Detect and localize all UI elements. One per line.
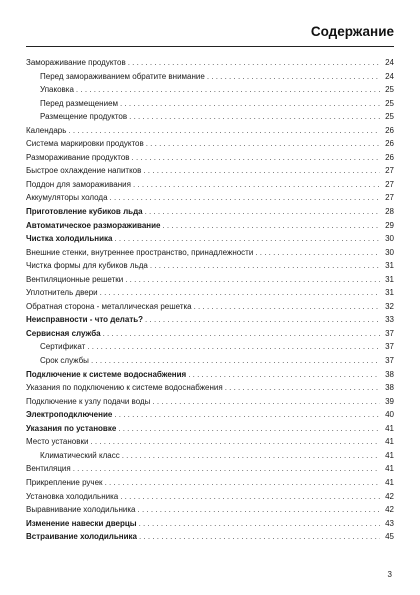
toc-entry-page: 39 [385, 396, 394, 406]
toc-entry [26, 517, 394, 531]
dot-leader [120, 490, 380, 504]
toc-entry [26, 408, 394, 422]
toc-entry [26, 97, 394, 111]
toc-entry [26, 354, 394, 368]
toc-entry-label: Поддон для замораживания [26, 179, 131, 189]
toc-entry [26, 56, 394, 70]
dot-leader [132, 151, 380, 165]
toc-entry-label: Сертификат [40, 342, 86, 352]
table-of-contents [26, 56, 394, 544]
toc-entry-page: 27 [385, 166, 394, 176]
title-divider [26, 46, 394, 47]
toc-entry-page: 26 [385, 125, 394, 135]
dot-leader [125, 273, 380, 287]
toc-entry-label: Неисправности - что делать? [26, 315, 144, 325]
dot-leader [188, 368, 380, 382]
toc-entry-label: Встраивание холодильника [26, 532, 137, 542]
toc-entry-label: Срок службы [40, 356, 89, 366]
dot-leader [68, 124, 380, 138]
toc-entry-label: Чистка формы для кубиков льда [26, 261, 148, 271]
dot-leader [152, 395, 380, 409]
dot-leader [105, 476, 380, 490]
toc-entry-page: 26 [385, 139, 394, 149]
toc-entry-label: Календарь [26, 125, 67, 135]
dot-leader [207, 70, 380, 84]
toc-entry-label: Приготовление кубиков льда [26, 207, 143, 217]
toc-entry-label: Вентиляция [26, 464, 71, 474]
toc-entry-page: 37 [385, 342, 394, 352]
toc-entry [26, 300, 394, 314]
dot-leader [87, 340, 380, 354]
page-title: Содержание [310, 24, 394, 39]
toc-entry [26, 273, 394, 287]
toc-entry [26, 422, 394, 436]
toc-entry-page: 27 [385, 179, 394, 189]
toc-entry-label: Автоматическое размораживание [26, 220, 161, 230]
dot-leader [90, 435, 380, 449]
toc-entry-label: Подключение к узлу подачи воды [26, 396, 151, 406]
dot-leader [138, 503, 381, 517]
toc-entry-label: Сервисная служба [26, 328, 101, 338]
toc-entry [26, 83, 394, 97]
toc-entry-label: Изменение навески дверцы [26, 518, 137, 528]
toc-entry [26, 286, 394, 300]
toc-entry-label: Место установки [26, 437, 89, 447]
toc-entry [26, 313, 394, 327]
toc-entry-page: 43 [385, 518, 394, 528]
toc-entry-page: 30 [385, 234, 394, 244]
toc-entry [26, 70, 394, 84]
toc-entry [26, 462, 394, 476]
dot-leader [150, 259, 380, 273]
toc-entry [26, 381, 394, 395]
dot-leader [146, 137, 380, 151]
toc-entry [26, 340, 394, 354]
toc-entry-page: 37 [385, 328, 394, 338]
toc-entry-label: Система маркировки продуктов [26, 139, 144, 149]
toc-entry-page: 42 [385, 491, 394, 501]
page-number: 3 [387, 570, 392, 579]
dot-leader [133, 178, 380, 192]
toc-entry-page: 38 [385, 383, 394, 393]
toc-entry [26, 151, 394, 165]
toc-entry [26, 191, 394, 205]
toc-entry-page: 30 [385, 247, 394, 257]
dot-leader [139, 530, 380, 544]
toc-entry-label: Уплотнитель двери [26, 288, 98, 298]
toc-entry-page: 41 [385, 477, 394, 487]
dot-leader [122, 449, 380, 463]
toc-entry-label: Подключение к системе водоснабжения [26, 369, 187, 379]
dot-leader [114, 232, 380, 246]
toc-entry-label: Выравнивание холодильника [26, 505, 136, 515]
toc-entry-page: 38 [385, 369, 394, 379]
toc-entry-page: 29 [385, 220, 394, 230]
toc-entry-label: Электроподключение [26, 410, 113, 420]
toc-entry [26, 368, 394, 382]
toc-entry-label: Упаковка [40, 85, 74, 95]
toc-entry [26, 124, 394, 138]
toc-entry-page: 41 [385, 464, 394, 474]
dot-leader [100, 286, 380, 300]
toc-entry-page: 25 [385, 112, 394, 122]
dot-leader [225, 381, 380, 395]
toc-entry-page: 41 [385, 450, 394, 460]
toc-entry [26, 435, 394, 449]
toc-entry-label: Перед размещением [40, 98, 119, 108]
dot-leader [91, 354, 380, 368]
toc-entry-label: Перед замораживанием обратите внимание [40, 71, 205, 81]
dot-leader [110, 191, 380, 205]
dot-leader [114, 408, 380, 422]
dot-leader [118, 422, 380, 436]
toc-entry [26, 246, 394, 260]
toc-entry [26, 137, 394, 151]
toc-entry [26, 110, 394, 124]
toc-entry [26, 327, 394, 341]
toc-entry-page: 25 [385, 85, 394, 95]
toc-entry [26, 178, 394, 192]
toc-entry [26, 490, 394, 504]
toc-entry-label: Быстрое охлаждение напитков [26, 166, 142, 176]
toc-entry-page: 41 [385, 423, 394, 433]
toc-entry [26, 476, 394, 490]
toc-entry-label: Указания по подключению к системе водоснабжения [26, 383, 223, 393]
toc-entry-page: 32 [385, 301, 394, 311]
toc-entry-page: 24 [385, 71, 394, 81]
toc-entry-label: Климатический класс [40, 450, 120, 460]
toc-entry-label: Аккумуляторы холода [26, 193, 108, 203]
toc-entry [26, 259, 394, 273]
toc-entry-page: 41 [385, 437, 394, 447]
toc-entry-page: 40 [385, 410, 394, 420]
toc-entry [26, 219, 394, 233]
dot-leader [128, 56, 380, 70]
toc-entry-page: 25 [385, 98, 394, 108]
toc-entry [26, 503, 394, 517]
toc-entry-page: 31 [385, 261, 394, 271]
toc-entry-label: Прикрепление ручек [26, 477, 103, 487]
dot-leader [120, 97, 380, 111]
toc-entry-page: 31 [385, 288, 394, 298]
toc-entry-label: Замораживание продуктов [26, 58, 126, 67]
toc-entry-page: 33 [385, 315, 394, 325]
dot-leader [143, 164, 380, 178]
dot-leader [129, 110, 380, 124]
toc-entry [26, 395, 394, 409]
toc-entry-label: Указания по установке [26, 423, 117, 433]
toc-entry-label: Размещение продуктов [40, 112, 128, 122]
toc-entry-label: Внешние стенки, внутреннее пространство, принадлежности [26, 247, 254, 257]
toc-entry-page: 42 [385, 505, 394, 515]
dot-leader [145, 313, 380, 327]
dot-leader [145, 205, 380, 219]
toc-entry-label: Обратная сторона - металлическая решетка [26, 301, 192, 311]
dot-leader [76, 83, 380, 97]
toc-entry-page: 28 [385, 207, 394, 217]
toc-entry-label: Установка холодильника [26, 491, 119, 501]
dot-leader [103, 327, 380, 341]
toc-entry-label: Вентиляционные решетки [26, 274, 124, 284]
toc-entry [26, 205, 394, 219]
toc-entry-label: Чистка холодильника [26, 234, 113, 244]
toc-entry-page: 26 [385, 152, 394, 162]
dot-leader [194, 300, 380, 314]
toc-entry [26, 530, 394, 544]
toc-entry [26, 164, 394, 178]
toc-entry-page: 24 [385, 58, 394, 67]
toc-entry-page: 31 [385, 274, 394, 284]
dot-leader [162, 219, 380, 233]
dot-leader [73, 462, 380, 476]
dot-leader [255, 246, 380, 260]
toc-entry-page: 27 [385, 193, 394, 203]
toc-entry-label: Размораживание продуктов [26, 152, 130, 162]
toc-entry-page: 37 [385, 356, 394, 366]
toc-entry [26, 232, 394, 246]
toc-entry [26, 449, 394, 463]
dot-leader [139, 517, 380, 531]
toc-entry-page: 45 [385, 532, 394, 542]
